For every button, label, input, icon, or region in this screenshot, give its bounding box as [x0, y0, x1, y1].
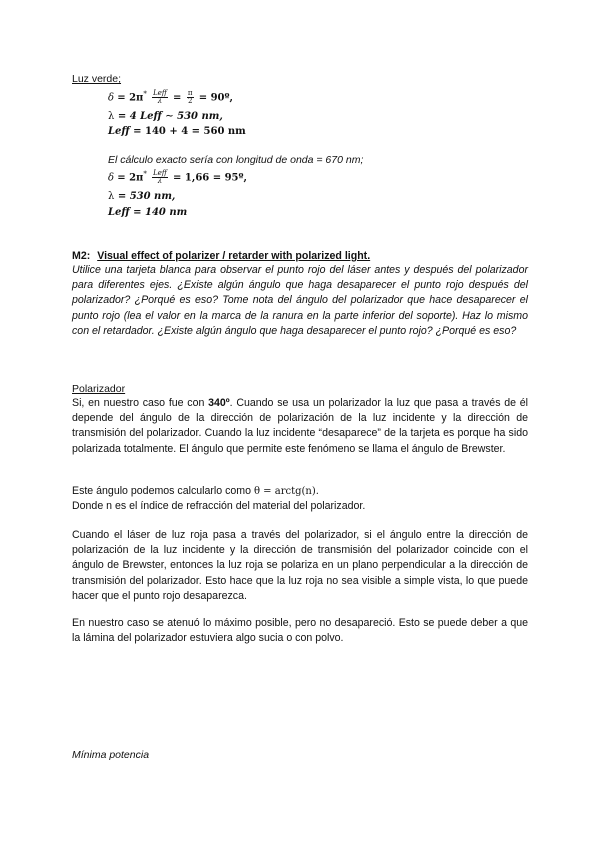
eq-two-pi: 2π — [129, 92, 144, 104]
section-m2-instructions: Utilice una tarjeta blanca para observar el punto rojo del láser antes y después del polarizador para diferentes ejes. ¿Existe algún ángulo que haga desaparecer el punto rojo después del polarizador? ¿Porqué es eso? Tome nota del ángulo del polarizador que hace desaparecer el punto rojo (lea el valor en la marca de la ranura en la parte inferior del soporte). Haz lo mismo con el retardador. ¿Existe algún ángulo que haga desaparecer el punto rojo? ¿Porqué es eso? — [72, 264, 528, 337]
polarizer-paragraph-2: Este ángulo podemos calcularlo como θ = arctg(n). Donde n es el índice de refracción del material del polarizador. — [72, 485, 366, 513]
eq-rhs: 4 Leff ∼ 530 nm, — [129, 111, 223, 122]
polarizer-paragraph-1: Si, en nuestro caso fue con 340º. Cuando se usa un polarizador la luz que pasa a través de él depende del ángulo de la dirección de polarización de la luz incidente y la dirección de transmisión del polarizador. Cuando la luz incidente “desaparece” de la tarjeta es porque ha sido polarizada totalmente. El ángulo que permite este fenómeno se llama el ángulo de Brewster. — [72, 397, 528, 455]
eq-lhs: δ — [108, 92, 115, 104]
polarizer-paragraph-3: Cuando el láser de luz roja pasa a través del polarizador, si el ángulo entre la dirección de polarización de la luz incidente y la dirección de transmisión del polarizador coincide con el ángulo de Brewster, entonces la luz roja se polariza en un plano perpendicular a la dirección de transmisión del polarizador. Esto hace que la luz roja no sea visible a simple vista, lo que puede hacer que el punto rojo desaparezca. — [72, 529, 528, 602]
exact-calculation-note: El cálculo exacto sería con longitud de onda = 670 nm; — [108, 154, 364, 166]
green-light-heading: Luz verde; — [72, 73, 122, 85]
equation-delta-1: δ = 2π* $\frac{\text{Leff}}{\lambda}$ = $\frac{\pi}{2}$ = 90º, — [108, 89, 233, 106]
fraction-leff-lambda: $\frac{\text{Leff}}{\lambda}$ — [153, 169, 167, 186]
polarizer-heading: Polarizador — [72, 383, 126, 395]
fraction-pi-2: $\frac{\pi}{2}$ — [187, 89, 193, 106]
equation-delta-2: δ = 2π* $\frac{\text{Leff}}{\lambda}$ = 1,66 = 95º, — [108, 169, 247, 186]
equation-leff-1: Leff = 140 + 4 = 560 nm — [108, 126, 246, 137]
eq-result: 1,66 = 95º, — [184, 172, 247, 184]
section-m2-heading — [72, 250, 370, 262]
equation-lambda-2: λ = 530 nm, — [108, 191, 176, 202]
polarizer-angle: 340º — [208, 397, 230, 409]
brewster-formula: θ = arctg(n). — [253, 486, 319, 497]
polarizer-paragraph-4: En nuestro caso se atenuó lo máximo posible, pero no desapareció. Esto se puede deber a que la lámina del polarizador estuviera algo sucia o con polvo. — [72, 617, 528, 645]
section-label: M2: — [72, 250, 91, 262]
equation-leff-2: Leff = 140 nm — [108, 207, 188, 218]
section-title: Visual effect of polarizer / retarder with polarized light. — [97, 250, 371, 262]
minimum-power-label: Mínima potencia — [72, 749, 150, 761]
eq-result: 90º, — [210, 92, 233, 104]
equation-lambda-1: λ = 4 Leff ∼ 530 nm, — [108, 111, 223, 122]
fraction-leff-lambda: $\frac{\text{Leff}}{\lambda}$ — [153, 89, 167, 106]
eq-rhs: 140 + 4 = 560 nm — [145, 126, 246, 137]
